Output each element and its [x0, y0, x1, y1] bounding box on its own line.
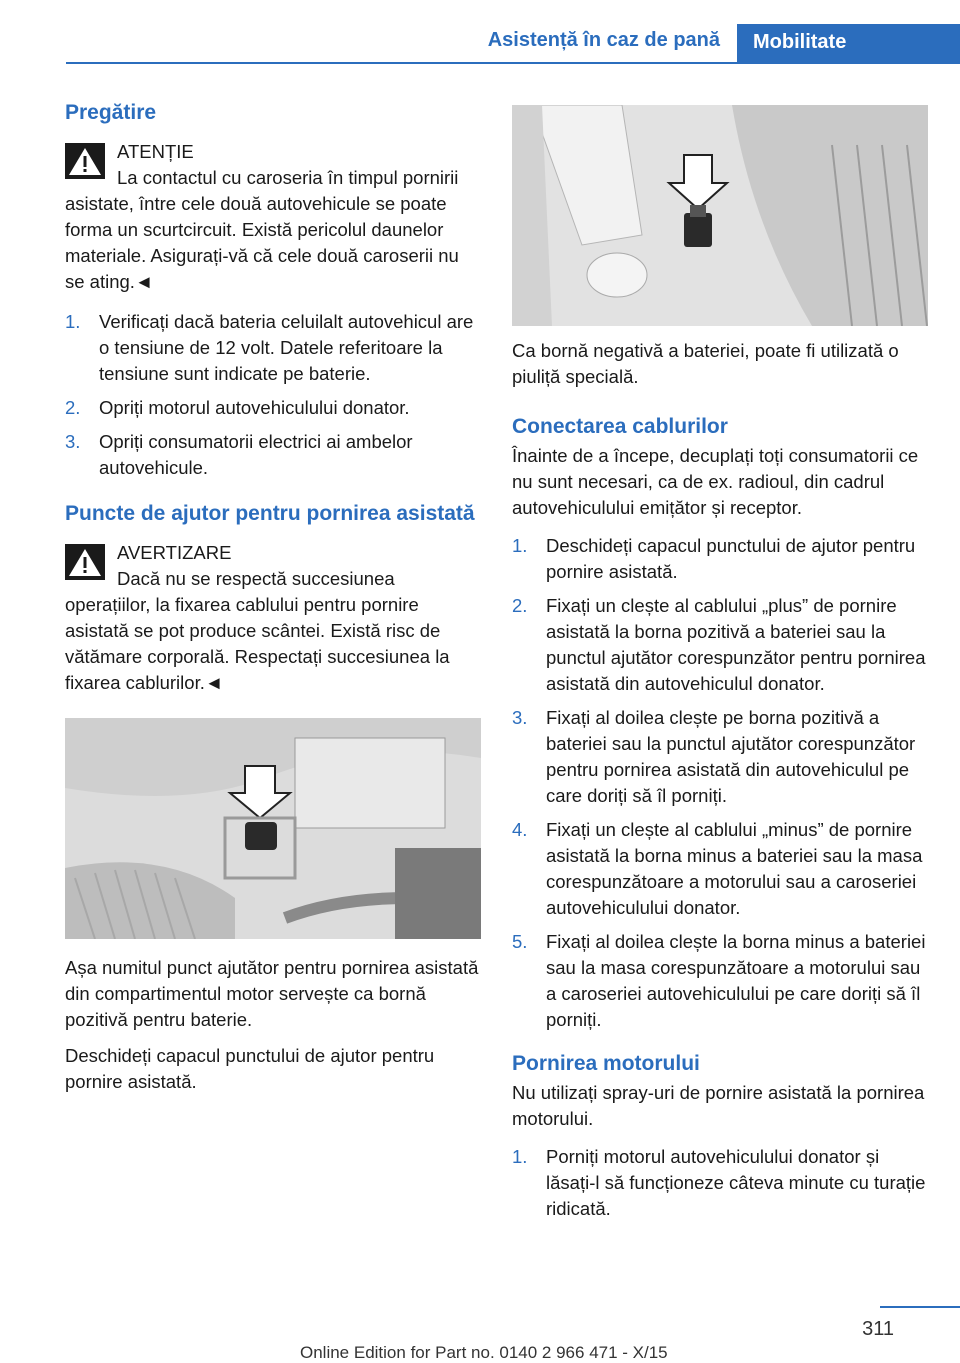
list-item: [512, 705, 928, 809]
step-text: Verificați dacă bateria celuilalt autovehicul are o tensiune de 12 volt. Datele referitoare la tensiune sunt indicate pe baterie.: [99, 311, 474, 384]
figure-caption-negative: Ca bornă negativă a bateriei, poate fi utilizată o piuliță specială.: [512, 340, 899, 387]
heading-start-engine: Pornirea motorului: [512, 1052, 700, 1075]
warning-text: Dacă nu se respectă succesiunea operațiilor, la fixarea cablului pentru pornire asistată se pot produce scântei. Există risc de vătămare corporală. Respectați succesiunea la fixarea cablurilor.◄: [65, 568, 450, 693]
list-item: [512, 817, 928, 921]
warning-block-avertizare: [65, 540, 481, 696]
step-text: Deschideți capacul punctului de ajutor pentru pornire asistată.: [546, 535, 916, 582]
list-item: [512, 533, 928, 585]
list-item: [512, 1144, 928, 1222]
header-rule: [66, 62, 960, 64]
steps-list-start: [512, 1144, 928, 1222]
step-text: Opriți consumatorii electrici ai ambelor autovehicule.: [99, 431, 413, 478]
page-header: [0, 0, 960, 64]
footer-edition: Online Edition for Part no. 0140 2 966 471 - X/15: [300, 1343, 668, 1362]
list-item: [65, 309, 481, 387]
steps-list-preparation: [65, 309, 481, 481]
step-number: 1.: [512, 1146, 528, 1167]
step-text: Fixați un clește al cablului „plus” de pornire asistată la borna pozitivă a bateriei sau la punctul ajutător corespunzător pentru pornirea asistată din autovehiculul donator.: [546, 595, 926, 694]
page-number: 311: [862, 1318, 894, 1340]
step-number: 2.: [65, 397, 81, 418]
footer-rule: [880, 1306, 960, 1308]
step-number: 2.: [512, 595, 528, 616]
left-column: [65, 100, 481, 1095]
step-text: Opriți motorul autovehiculului donator.: [99, 397, 410, 418]
step-number: 1.: [65, 311, 81, 332]
warning-label: AVERTIZARE: [117, 542, 232, 563]
figure-caption-positive: Așa numitul punct ajutător pentru pornirea asistată din compartimentul motor servește ca bornă pozitivă pentru baterie.: [65, 957, 479, 1030]
right-column: [512, 100, 928, 1230]
warning-block-atentie: [65, 139, 481, 295]
warning-label: ATENȚIE: [117, 141, 194, 162]
step-text: Fixați al doilea clește pe borna pozitivă a bateriei sau la punctul ajutător corespunzător pentru pornirea asistată din autovehiculul pe care doriți să îl porniți.: [546, 707, 916, 806]
step-number: 3.: [512, 707, 528, 728]
step-text: Fixați al doilea clește la borna minus a bateriei sau la masa corespunzătoare a motorului sau a caroseriei autovehiculului pe care doriți să îl porniți.: [546, 931, 926, 1030]
heading-pregatire: Pregătire: [65, 101, 157, 124]
list-item: [65, 429, 481, 481]
step-text: Porniți motorul autovehiculului donator și lăsați-l să funcționeze câteva minute cu turație ridicată.: [546, 1146, 926, 1219]
header-chapter-tab: [737, 24, 960, 64]
negative-terminal-image: [512, 105, 928, 326]
warning-triangle-icon: [65, 143, 105, 179]
header-section-title: Asistență în caz de pană: [487, 29, 720, 51]
step-number: 1.: [512, 535, 528, 556]
heading-jump-start-points: Puncte de ajutor pentru pornirea asistată: [65, 502, 475, 525]
warning-text: La contactul cu caroseria în timpul pornirii asistate, între cele două autovehicule se poate forma un scurtcircuit. Există pericolul daunelor materiale. Asigurați-vă că cele două caroserii nu se ating.◄: [65, 167, 459, 292]
paragraph-connect-intro: Înainte de a începe, decuplați toți consumatorii ce nu sunt necesari, ca de ex. radioul, din cadrul autovehiculului emițător și receptor.: [512, 445, 919, 518]
step-number: 3.: [65, 431, 81, 452]
negative-terminal-figure: [512, 105, 928, 326]
list-item: [65, 395, 481, 421]
list-item: [512, 929, 928, 1033]
heading-connect-cables: Conectarea cablurilor: [512, 415, 728, 438]
engine-compartment-figure: [65, 718, 481, 939]
step-number: 4.: [512, 819, 528, 840]
steps-list-connect: [512, 533, 928, 1033]
paragraph-open-cover: Deschideți capacul punctului de ajutor pentru pornire asistată.: [65, 1045, 435, 1092]
header-chapter-label: Mobilitate: [753, 31, 847, 53]
engine-compartment-image: [65, 718, 481, 939]
step-number: 5.: [512, 931, 528, 952]
warning-triangle-icon: [65, 544, 105, 580]
step-text: Fixați un clește al cablului „minus” de pornire asistată la borna minus a bateriei sau la masa corespunzătoare a motorului sau a caroseriei autovehiculului donator.: [546, 819, 923, 918]
list-item: [512, 593, 928, 697]
paragraph-start-intro: Nu utilizați spray-uri de pornire asistată la pornirea motorului.: [512, 1082, 925, 1129]
